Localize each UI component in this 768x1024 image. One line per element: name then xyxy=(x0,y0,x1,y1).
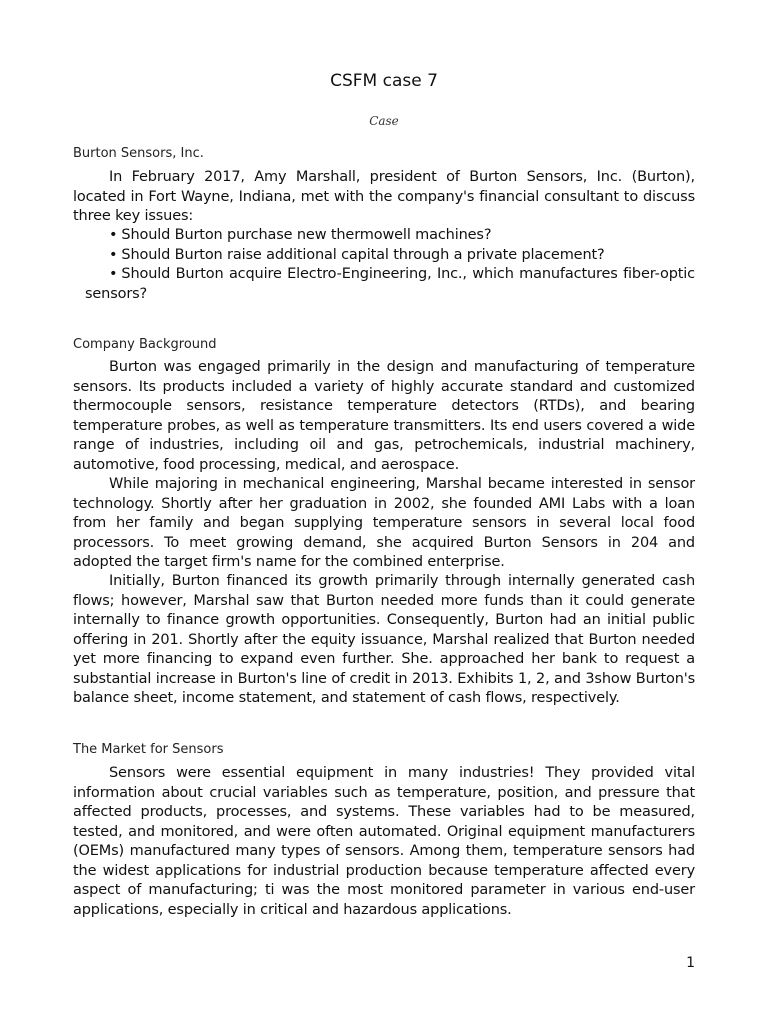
intro-paragraph: In February 2017, Amy Marshall, president of Burton Sensors, Inc. (Burton), located in Fort Wayne, Indiana, met with the company's financial consultant to discuss three key issues: xyxy=(73,169,695,224)
background-paragraph-1: Burton was engaged primarily in the design and manufacturing of temperature sensors. Its products included a variety of highly accurate standard and customized thermocouple sensors, resistance temperature detectors (RTDs), and bearing temperature probes, as well as temperature transmitters. Its end users covered a wide range of industries, including oil and gas, petrochemicals, industrial machinery, automotive, food processing, medical, and aerospace. xyxy=(73,359,695,473)
background-paragraph-2: While majoring in mechanical engineering, Marshal became interested in sensor technology. Shortly after her graduation in 2002, she founded AMI Labs with a loan from her family and began supplying temperature sensors in several local food processors. To meet growing demand, she acquired Burton Sensors in 204 and adopted the target firm's name for the combined enterprise. xyxy=(73,476,695,570)
list-item: • Should Burton raise additional capital through a private placement? xyxy=(109,246,605,263)
section-heading-background: Company Background xyxy=(73,337,217,352)
document-subtitle: Case xyxy=(369,114,399,128)
list-item: • Should Burton purchase new thermowell machines? xyxy=(109,227,492,243)
market-paragraph: Sensors were essential equipment in many industries! They provided vital information about crucial variables such as temperature, position, and pressure that affected products, processes, and systems. These variables had to be measured, tested, and monitored, and were often automated. Original equipment manufacturers (OEMs) manufactured many types of sensors. Among them, temperature sensors had the widest applications for industrial production because temperature affected every aspect of manufacturing; ti was the most monitored parameter in various end-user applications, especially in critical and hazardous applications. xyxy=(73,765,695,918)
list-item: • Should Burton acquire Electro-Engineering, Inc., which manufactures fiber-optic sensors? xyxy=(85,266,695,302)
background-paragraph-3: Initially, Burton financed its growth primarily through internally generated cash flows; however, Marshal saw that Burton needed more funds than it could generate internally to finance growth opportunities. Consequently, Burton had an initial public offering in 201. Shortly after the equity issuance, Marshal realized that Burton needed yet more financing to expand even further. She. approached her bank to request a substantial increase in Burton's line of credit in 2013. Exhibits 1, 2, and 3show Burton's balance sheet, income statement, and statement of cash flows, respectively. xyxy=(73,573,695,706)
page-number: 1 xyxy=(686,955,695,971)
intro-bullet-list xyxy=(73,226,695,304)
document-title: CSFM case 7 xyxy=(330,71,438,91)
section-heading-intro: Burton Sensors, Inc. xyxy=(73,146,204,161)
section-heading-market: The Market for Sensors xyxy=(73,742,224,757)
